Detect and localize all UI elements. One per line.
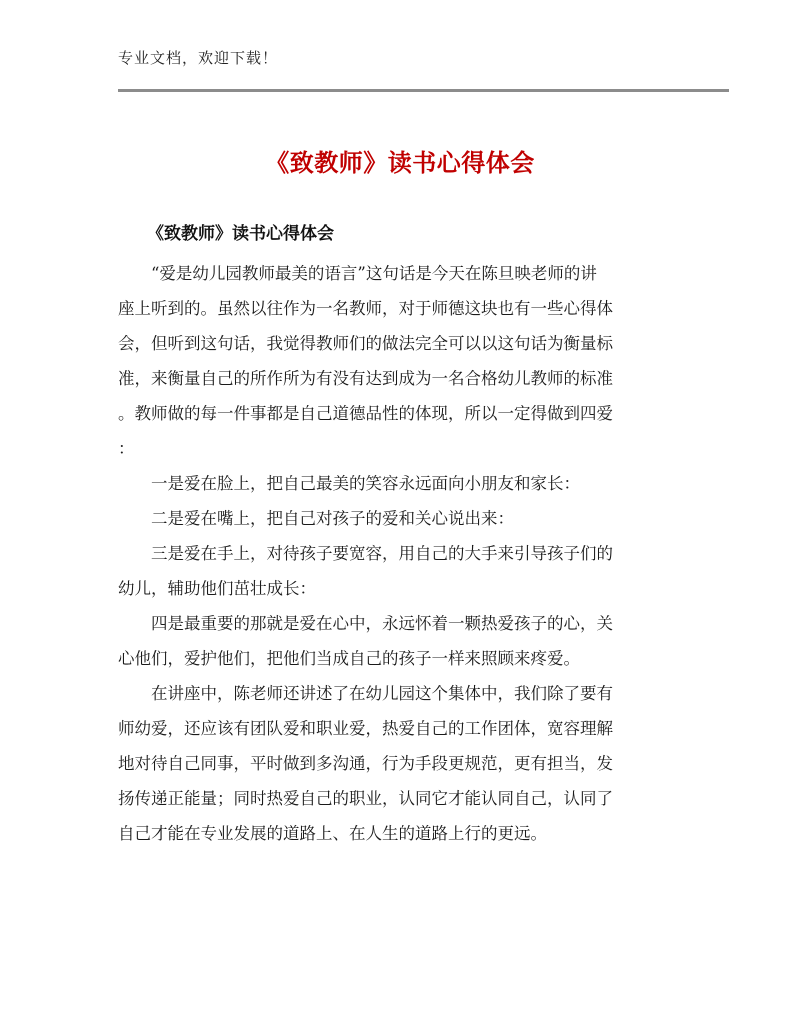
text-line: 扬传递正能量；同时热爱自己的职业，认同它才能认同自己，认同了 [118,789,613,808]
text-line: 自己才能在专业发展的道路上、在人生的道路上行的更远。 [118,824,547,843]
paragraph [118,501,678,536]
text-line: 座上听到的。虽然以往作为一名教师，对于师德这块也有一些心得体 [118,299,613,318]
header-divider [118,89,729,92]
document-body [118,256,678,851]
text-line: 心他们，爱护他们，把他们当成自己的孩子一样来照顾来疼爱。 [118,649,580,668]
text-line: 幼儿，辅助他们茁壮成长： [118,579,316,598]
text-line: 一是爱在脸上，把自己最美的笑容永远面向小朋友和家长： [151,474,580,493]
document-subheading: 《致教师》读书心得体会 [147,224,334,244]
text-line: 会，但听到这句话，我觉得教师们的做法完全可以以这句话为衡量标 [118,334,613,353]
text-line: 三是爱在手上，对待孩子要宽容，用自己的大手来引导孩子们的 [151,544,613,563]
paragraph [118,256,678,466]
text-line: 二是爱在嘴上，把自己对孩子的爱和关心说出来： [151,509,514,528]
text-line: 师幼爱，还应该有团队爱和职业爱，热爱自己的工作团体，宽容理解 [118,719,613,738]
text-line: “爱是幼儿园教师最美的语言”这句话是今天在陈旦映老师的讲 [151,264,597,283]
paragraph [118,536,678,606]
text-line: 在讲座中，陈老师还讲述了在幼儿园这个集体中，我们除了要有 [151,684,613,703]
header-note: 专业文档，欢迎下载！ [118,49,279,67]
text-line: ： [118,439,135,458]
paragraph [118,466,678,501]
text-line: 。教师做的每一件事都是自己道德品性的体现，所以一定得做到四爱 [118,404,613,423]
paragraph [118,606,678,676]
text-line: 四是最重要的那就是爱在心中，永远怀着一颗热爱孩子的心，关 [151,614,613,633]
text-line: 准，来衡量自己的所作所为有没有达到成为一名合格幼儿教师的标准 [118,369,613,388]
document-title: 《致教师》读书心得体会 [265,149,535,177]
paragraph [118,676,678,851]
text-line: 地对待自己同事，平时做到多沟通，行为手段更规范，更有担当，发 [118,754,613,773]
